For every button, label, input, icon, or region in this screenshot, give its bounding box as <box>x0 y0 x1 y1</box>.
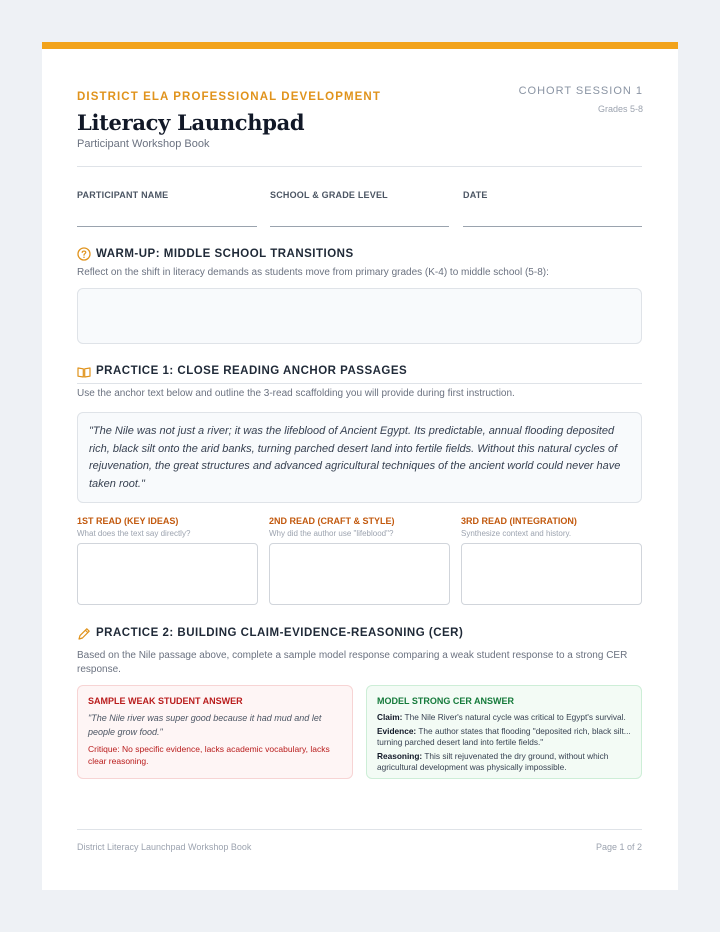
anchor-passage: "The Nile was not just a river; it was the lifeblood of Ancient Egypt. Its predictable, annual flooding deposited rich, black silt onto the arid banks, turning parched desert land into fertile fields. Without this natural cycles of rejuvenation, the great structures and advanced agricultural techniques of the ancient world could never have taken root." <box>77 412 642 503</box>
strong-answer-title: MODEL STRONG CER ANSWER <box>377 696 515 706</box>
participant-name-label: PARTICIPANT NAME <box>77 190 169 200</box>
question-circle-icon <box>77 247 91 261</box>
practice1-divider <box>77 383 642 384</box>
weak-answer-quote: "The Nile river was super good because it had mud and let people grow food." <box>88 713 322 737</box>
cer-claim-label: Claim: <box>377 712 403 722</box>
practice1-description: Use the anchor text below and outline the 3-read scaffolding you will provide during first instruction. <box>77 388 515 399</box>
read1-hint: What does the text say directly? <box>77 529 191 538</box>
header-divider <box>77 166 642 167</box>
read2-hint: Why did the author use "lifeblood"? <box>269 529 394 538</box>
footer-divider <box>77 829 642 830</box>
practice2-title: PRACTICE 2: BUILDING CLAIM-EVIDENCE-REASONING (CER) <box>96 627 464 639</box>
cer-claim <box>377 712 631 723</box>
workbook-page <box>42 42 678 890</box>
read3-hint: Synthesize context and history. <box>461 529 572 538</box>
warmup-title: WARM-UP: MIDDLE SCHOOL TRANSITIONS <box>96 248 354 260</box>
warmup-description: Reflect on the shift in literacy demands as students move from primary grades (K-4) to middle school (5-8): <box>77 267 549 278</box>
pen-icon <box>77 627 91 641</box>
cer-reasoning-text: This silt rejuvenated the dry ground, without which agricultural development was physically impossible. <box>377 751 609 772</box>
read3-label: 3RD READ (INTEGRATION) <box>461 516 577 526</box>
participant-name-field[interactable] <box>77 226 257 227</box>
page-title: Literacy Launchpad <box>77 110 305 135</box>
practice1-title: PRACTICE 1: CLOSE READING ANCHOR PASSAGES <box>96 365 408 377</box>
cer-reasoning <box>377 751 631 773</box>
accent-bar <box>42 42 678 49</box>
cer-reasoning-label: Reasoning: <box>377 751 423 761</box>
read2-label: 2ND READ (CRAFT & STYLE) <box>269 516 395 526</box>
read1-response-box[interactable] <box>77 543 258 605</box>
page-number: Page 1 of 2 <box>595 842 642 852</box>
weak-answer-title: SAMPLE WEAK STUDENT ANSWER <box>88 696 243 706</box>
cer-evidence-text: The author states that flooding "deposited rich, black silt... turning parched desert land into fertile fields." <box>377 726 631 747</box>
date-label: DATE <box>463 190 488 200</box>
read1-label: 1ST READ (KEY IDEAS) <box>77 516 179 526</box>
session-label: COHORT SESSION 1 <box>518 85 643 97</box>
warmup-response-box[interactable] <box>77 288 642 344</box>
grades-label: Grades 5-8 <box>597 104 643 114</box>
open-book-icon <box>77 365 91 379</box>
cer-claim-text: The Nile River's natural cycle was critical to Egypt's survival. <box>404 712 626 722</box>
weak-answer-card <box>77 685 353 779</box>
page-subtitle: Participant Workshop Book <box>77 138 210 150</box>
practice2-description: Based on the Nile passage above, complete a sample model response comparing a weak student response to a strong CER response. <box>77 650 628 675</box>
read2-response-box[interactable] <box>269 543 450 605</box>
strong-answer-card <box>366 685 642 779</box>
school-grade-field[interactable] <box>270 226 449 227</box>
cer-evidence-label: Evidence: <box>377 726 417 736</box>
date-field[interactable] <box>463 226 642 227</box>
weak-answer-critique: Critique: No specific evidence, lacks academic vocabulary, lacks clear reasoning. <box>88 744 330 766</box>
cer-evidence <box>377 726 631 748</box>
read3-response-box[interactable] <box>461 543 642 605</box>
footer-title: District Literacy Launchpad Workshop Book <box>77 842 252 852</box>
eyebrow: DISTRICT ELA PROFESSIONAL DEVELOPMENT <box>77 91 381 103</box>
school-grade-label: SCHOOL & GRADE LEVEL <box>270 190 388 200</box>
